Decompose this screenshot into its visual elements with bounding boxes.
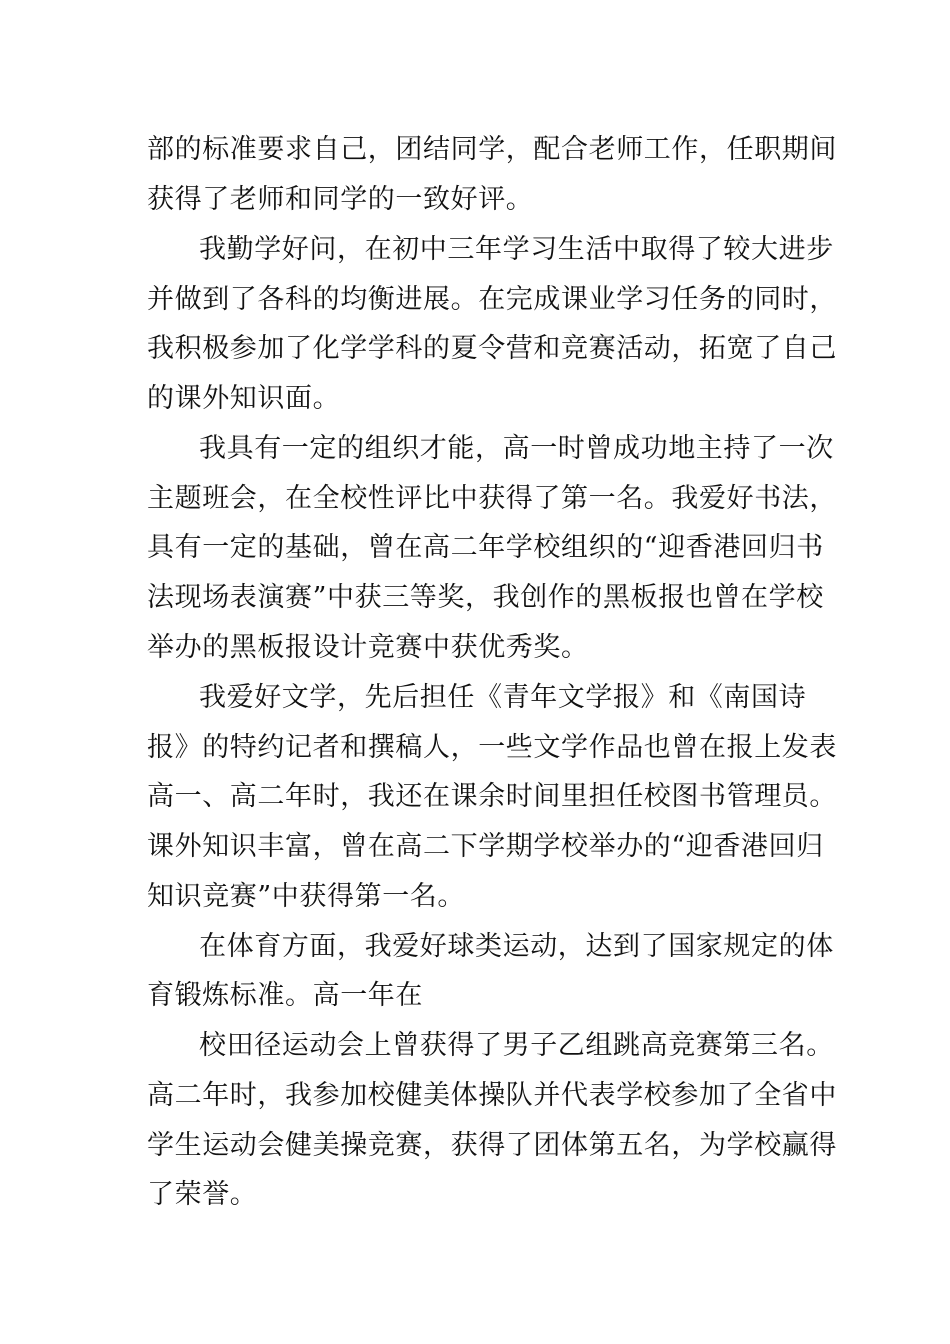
text-line: 课外知识丰富，曾在高二下学期学校举办的“迎香港回归 [147, 831, 824, 862]
text-line: 并做到了各科的均衡进展。在完成课业学习任务的同时， [147, 284, 837, 315]
text-line: 法现场表演赛”中获三等奖，我创作的黑板报也曾在学校 [147, 582, 824, 613]
text-line: 具有一定的基础，曾在高二年学校组织的“迎香港回归书 [147, 532, 824, 563]
text-line: 我具有一定的组织才能，高一时曾成功地主持了一次 [199, 433, 834, 464]
text-line: 育锻炼标准。高一年在 [147, 980, 423, 1011]
text-line: 我积极参加了化学学科的夏令营和竞赛活动，拓宽了自己 [147, 333, 837, 364]
text-line: 获得了老师和同学的一致好评。 [147, 184, 534, 215]
text-line: 学生运动会健美操竞赛，获得了团体第五名，为学校赢得 [147, 1130, 837, 1161]
text-line: 在体育方面，我爱好球类运动，达到了国家规定的体 [199, 931, 834, 962]
text-line: 主题班会，在全校性评比中获得了第一名。我爱好书法， [147, 483, 837, 514]
text-line: 的课外知识面。 [147, 383, 341, 414]
text-line: 报》的特约记者和撰稿人，一些文学作品也曾在报上发表 [147, 732, 837, 763]
text-line: 了荣誉。 [147, 1179, 258, 1210]
text-line: 知识竞赛”中获得第一名。 [147, 881, 466, 912]
text-line: 高二年时，我参加校健美体操队并代表学校参加了全省中 [147, 1080, 837, 1111]
text-line: 高一、高二年时，我还在课余时间里担任校图书管理员。 [147, 781, 837, 812]
text-line: 举办的黑板报设计竞赛中获优秀奖。 [147, 632, 589, 663]
text-line: 我爱好文学，先后担任《青年文学报》和《南国诗 [199, 682, 807, 713]
text-line: 部的标准要求自己，团结同学，配合老师工作，任职期间 [147, 134, 837, 165]
text-line: 校田径运动会上曾获得了男子乙组跳高竞赛第三名。 [199, 1030, 834, 1061]
text-line: 我勤学好问，在初中三年学习生活中取得了较大进步 [199, 234, 834, 265]
